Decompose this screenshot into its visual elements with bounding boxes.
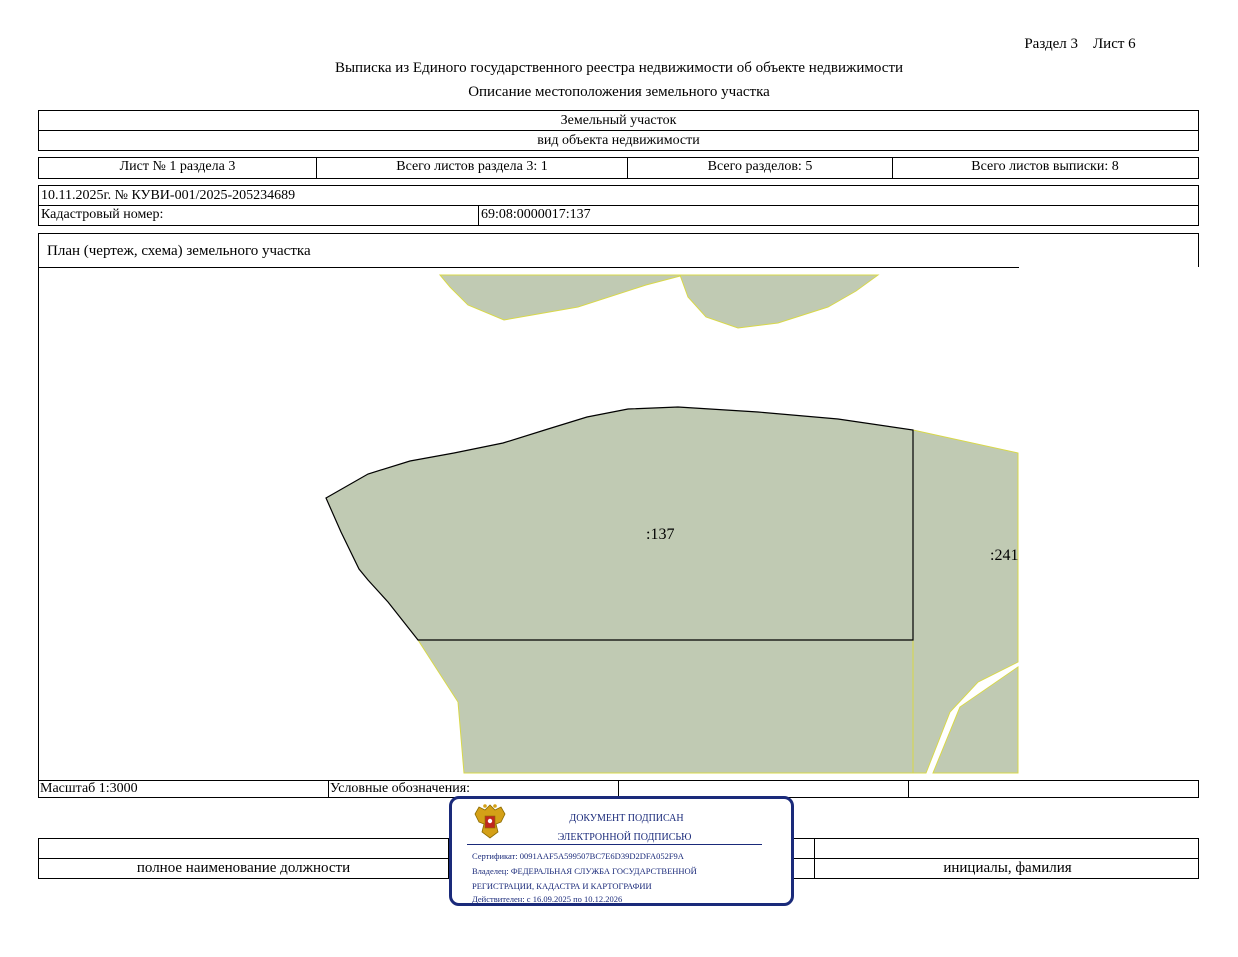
stamp-divider bbox=[467, 844, 762, 845]
document-title: Выписка из Единого государственного реестра недвижимости об объекте недвижимости bbox=[334, 60, 904, 76]
scale-label: Масштаб 1:3000 bbox=[39, 781, 329, 797]
electronic-signature-stamp bbox=[449, 796, 794, 906]
plan-heading: План (чертеж, схема) земельного участка bbox=[47, 243, 311, 259]
parcel-137-label: :137 bbox=[645, 526, 674, 543]
stamp-certificate: Сертификат: 0091AAF5A599507BC7E6D39D2DFA052F9A bbox=[472, 851, 684, 861]
parcel-map bbox=[38, 267, 1199, 781]
document-subtitle: Описание местоположения земельного участка bbox=[468, 84, 770, 100]
cadastral-label: Кадастровый номер: bbox=[39, 206, 479, 225]
legend-cell-empty-1 bbox=[619, 781, 909, 797]
document-number-row bbox=[38, 185, 1199, 206]
sheet-info-row bbox=[38, 157, 1199, 179]
stamp-title-line1: ДОКУМЕНТ ПОДПИСАН bbox=[569, 813, 684, 824]
legend-label: Условные обозначения: bbox=[329, 781, 619, 797]
total-section-sheets: Всего листов раздела 3: 1 bbox=[317, 158, 628, 178]
total-sheets: Всего листов выписки: 8 bbox=[971, 159, 1119, 174]
map-tile-edge bbox=[1019, 267, 1199, 781]
object-type-row bbox=[38, 110, 1199, 131]
total-sections: Всего разделов: 5 bbox=[628, 158, 893, 178]
object-type: Земельный участок bbox=[560, 113, 677, 128]
stamp-validity: Действителен: с 16.09.2025 по 10.12.2026 bbox=[472, 894, 623, 904]
plan-area bbox=[38, 267, 1199, 781]
signature-top-left bbox=[39, 839, 449, 858]
cadastral-row bbox=[38, 205, 1199, 226]
lower-parcel bbox=[418, 640, 913, 773]
top-left-parcel-fragment bbox=[440, 275, 684, 320]
position-caption: полное наименование должности bbox=[39, 859, 449, 878]
cadastral-number: 69:08:0000017:137 bbox=[481, 207, 591, 222]
object-type-caption-row bbox=[38, 130, 1199, 151]
stamp-title-line2: ЭЛЕКТРОННОЙ ПОДПИСЬЮ bbox=[557, 832, 692, 843]
stamp-owner-line2: РЕГИСТРАЦИИ, КАДАСТРА И КАРТОГРАФИИ bbox=[472, 881, 652, 891]
parcel-137 bbox=[326, 407, 913, 640]
document-date-number: 10.11.2025г. № КУВИ-001/2025-205234689 bbox=[41, 188, 296, 203]
name-caption: инициалы, фамилия bbox=[943, 860, 1072, 876]
legend-cell-empty-2 bbox=[909, 781, 1200, 797]
object-type-caption: вид объекта недвижимости bbox=[537, 133, 700, 148]
sheet-number: Лист № 1 раздела 3 bbox=[39, 158, 317, 178]
top-right-parcel-fragment bbox=[680, 275, 878, 328]
stamp-owner-line1: Владелец: ФЕДЕРАЛЬНАЯ СЛУЖБА ГОСУДАРСТВЕННОЙ bbox=[472, 866, 697, 876]
section-sheet-label: Раздел 3 Лист 6 bbox=[1024, 36, 1136, 52]
neighbor-parcel-label: :241 bbox=[989, 547, 1018, 564]
plan-heading-row bbox=[38, 233, 1199, 268]
